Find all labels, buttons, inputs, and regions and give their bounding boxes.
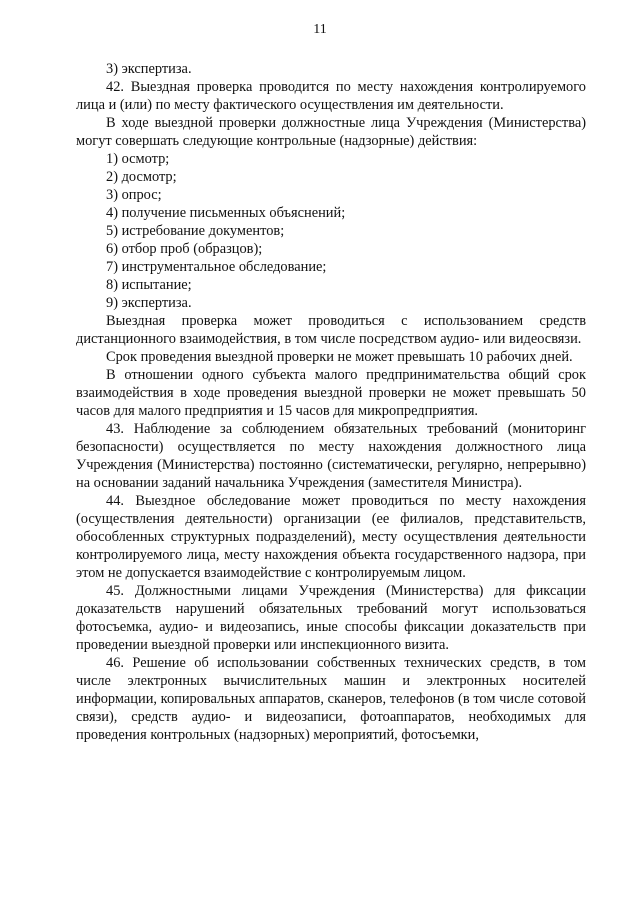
paragraph: Срок проведения выездной проверки не может превышать 10 рабочих дней. xyxy=(106,349,573,365)
page-number: 11 xyxy=(313,22,327,37)
list-item: 3) экспертиза. xyxy=(106,61,192,77)
list-item: 2) досмотр; xyxy=(106,169,177,185)
paragraph: В отношении одного субъекта малого предпринимательства общий срок взаимодействия в ходе проведения выездной проверки не может превышать 50 часов для малого предприятия и 15 часов для микропредприятия. xyxy=(76,367,586,419)
list-item: 6) отбор проб (образцов); xyxy=(106,241,263,257)
document-body xyxy=(76,60,586,744)
paragraph: 45. Должностными лицами Учреждения (Министерства) для фиксации доказательств нарушений обязательных требований могут использоваться фотосъемка, аудио- и видеозапись, иные способы фиксации доказательств при проведении выездной проверки или инспекционного визита. xyxy=(76,583,586,653)
list-item: 1) осмотр; xyxy=(106,151,170,167)
list-item: 9) экспертиза. xyxy=(106,295,192,311)
list-item: 8) испытание; xyxy=(106,277,192,293)
paragraph: 42. Выездная проверка проводится по месту нахождения контролируемого лица и (или) по месту фактического осуществления им деятельности. xyxy=(76,79,586,113)
list-item: 4) получение письменных объяснений; xyxy=(106,205,346,221)
list-item: 3) опрос; xyxy=(106,187,162,203)
paragraph: 43. Наблюдение за соблюдением обязательных требований (мониторинг безопасности) осуществляется по месту нахождения должностного лица Учреждения (Министерства) постоянно (систематически, регулярно, непрерывно) на основании заданий начальника Учреждения (заместителя Министра). xyxy=(76,421,586,491)
paragraph: 46. Решение об использовании собственных технических средств, в том числе электронных вычислительных машин и электронных носителей информации, копировальных аппаратов, сканеров, телефонов (в том числе сотовой связи), средств аудио- и видеозаписи, фотоаппаратов, необходимых для проведения контрольных (надзорных) мероприятий, фотосъемки, xyxy=(76,655,586,743)
paragraph: 44. Выездное обследование может проводиться по месту нахождения (осуществления деятельности) организации (ее филиалов, представительств, обособленных структурных подразделений), месту осуществления деятельности контролируемого лица, месту нахождения объекта государственного надзора, при этом не допускается взаимодействие с контролируемым лицом. xyxy=(76,493,586,581)
list-item: 7) инструментальное обследование; xyxy=(106,259,327,275)
paragraph: В ходе выездной проверки должностные лица Учреждения (Министерства) могут совершать следующие контрольные (надзорные) действия: xyxy=(76,115,586,149)
list-item: 5) истребование документов; xyxy=(106,223,285,239)
paragraph: Выездная проверка может проводиться с использованием средств дистанционного взаимодействия, в том числе посредством аудио- или видеосвязи. xyxy=(76,313,586,347)
